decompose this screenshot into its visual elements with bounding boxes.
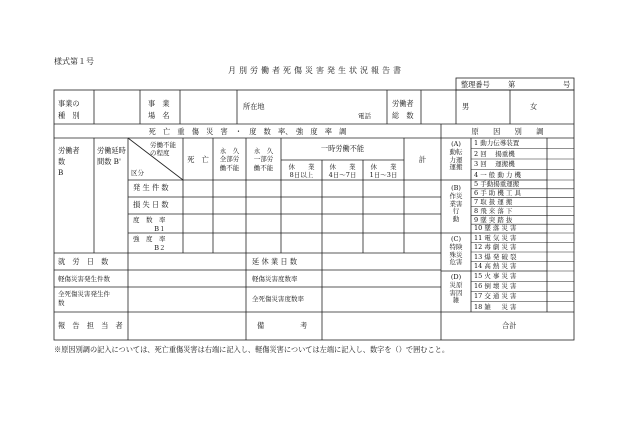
serial-suffix: 号 [563, 80, 571, 89]
total-lost-days-field[interactable] [323, 254, 440, 269]
worker-total-label: 労働者 総 数 [392, 99, 414, 120]
lost-days-row-label: 損 失 日 数 [133, 200, 169, 209]
serial-number-field[interactable] [522, 80, 560, 89]
right-section-title: 原 因 別 調 [471, 127, 544, 136]
cause-item: 9 墜 突 踏 抜 [474, 215, 513, 224]
male-count-field[interactable] [472, 91, 509, 123]
cause-count-field[interactable] [548, 253, 573, 261]
cause-count-field[interactable] [548, 150, 573, 159]
cause-item: 14 高 熱 災 害 [474, 262, 517, 270]
cause-count-field[interactable] [548, 190, 573, 197]
remarks-field[interactable] [323, 313, 440, 339]
business-type-field[interactable] [95, 91, 139, 123]
minor-count-field[interactable] [129, 271, 245, 286]
cause-count-field[interactable] [548, 282, 573, 290]
delay-hours-header: 労働延時 間数 B' [97, 146, 126, 166]
cause-count-field[interactable] [548, 208, 573, 215]
cause-item: 18 雑 災 害 [474, 302, 517, 311]
site-name-label: 事 業 場 名 [148, 99, 170, 120]
working-days-field[interactable] [129, 254, 245, 269]
total-header: 計 [418, 155, 427, 164]
stats-data-cells[interactable] [184, 181, 440, 252]
cause-count-field[interactable] [548, 272, 573, 280]
perm-full-header: 永 久 全部労 働不能 [219, 147, 240, 172]
cause-count-field[interactable] [548, 199, 573, 206]
all-frequency-label: 全死傷災害度数率 [252, 295, 304, 303]
cause-item: 1 動力伝導装置 [474, 139, 520, 147]
all-frequency-field[interactable] [323, 288, 440, 311]
male-label: 男 [462, 102, 470, 111]
minor-frequency-label: 軽傷災害度数率 [252, 275, 298, 283]
death-header: 死 亡 [187, 155, 209, 164]
phone-label: 電話 [358, 112, 371, 120]
location-label: 所在地 [243, 102, 265, 111]
business-type-label: 事業の 種 別 [58, 99, 80, 120]
cause-item: 17 交 通 災 害 [474, 292, 517, 301]
worker-count-header: 労働者 数 B [58, 146, 80, 177]
cause-group-b-label: (B) 作災 業害 行 動 [449, 184, 463, 224]
cause-count-field[interactable] [548, 139, 573, 148]
page-title: 月別労働者死傷災害発生状況報告書 [228, 66, 404, 75]
cause-item: 12 毒 劇 災 害 [474, 243, 517, 251]
cause-group-a-label: (A) 動転 力運 運搬 [449, 140, 463, 172]
minor-frequency-field[interactable] [323, 271, 440, 286]
cause-item: 10 墜 落 災 害 [474, 224, 517, 233]
left-section-title: 死 亡 重 傷 災 害 ・ 度 数 率、 強 度 率 調 [148, 127, 347, 136]
cause-item: 2 回 揚重機 [474, 149, 515, 158]
cause-item: 5 手動揚重運搬 [474, 180, 520, 189]
temp-header: 一時労働不能 [320, 144, 365, 153]
cause-group-d-label: (D) 災原 害因 雑 [449, 273, 463, 305]
cause-item: 11 電 気 災 害 [474, 233, 517, 242]
cause-count-field[interactable] [548, 181, 573, 188]
serial-label: 整理番号 [461, 80, 490, 89]
worker-count-field[interactable] [55, 181, 93, 252]
cause-item: 13 爆 発 破 裂 [474, 252, 517, 261]
occurrence-row-label: 発 生 件 数 [133, 183, 169, 192]
cause-group-c-label: (C) 特険 殊災 危害 [449, 235, 463, 267]
minor-count-label: 軽傷災害発生件数 [58, 275, 110, 283]
all-count-field[interactable] [129, 288, 245, 311]
disability-degree-header: 労働不能 の程度 [150, 141, 176, 158]
cause-item: 4 一 般 動 力 機 [474, 170, 521, 179]
temp-8-header: 休 業 8日以上 [288, 163, 315, 180]
cause-count-field[interactable] [548, 303, 573, 311]
severity-row-label: 強 度 率 B２ [133, 235, 166, 252]
cause-count-field[interactable] [548, 263, 573, 271]
cause-count-field[interactable] [548, 234, 573, 242]
serial-prefix: 第 [508, 80, 516, 89]
frequency-row-label: 度 数 率 B１ [133, 216, 166, 233]
cause-count-field[interactable] [548, 171, 573, 180]
cause-item: 16 倒 壊 災 害 [474, 282, 517, 291]
reporter-field[interactable] [129, 313, 245, 339]
cause-count-field[interactable] [548, 225, 573, 232]
remarks-label: 備 考 [257, 321, 308, 330]
cause-count-field[interactable] [548, 244, 573, 252]
cause-item: 7 取 扱 運 搬 [474, 197, 513, 206]
cause-item: 6 手 助 機 工 具 [474, 189, 521, 197]
female-count-field[interactable] [540, 91, 573, 123]
temp-4-7-header: 休 業 4日〜7日 [328, 163, 357, 180]
delay-hours-field[interactable] [95, 181, 127, 252]
cause-count-field[interactable] [548, 160, 573, 169]
location-field[interactable] [272, 91, 356, 123]
all-count-label: 全死傷災害発生件 数 [58, 290, 110, 307]
grand-total-field[interactable] [442, 313, 573, 339]
female-label: 女 [530, 102, 538, 111]
worker-total-field[interactable] [422, 91, 455, 123]
cause-item: 15 火 事 災 害 [474, 271, 517, 280]
working-days-label: 就 労 日 数 [58, 257, 109, 266]
perm-partial-header: 永 久 一部労 働不能 [253, 147, 274, 172]
reporter-label: 報 告 担 当 者 [58, 321, 123, 330]
cause-count-field[interactable] [548, 216, 573, 223]
form-number: 様式第１号 [54, 57, 94, 66]
cause-item: 3 回 運搬機 [474, 160, 515, 168]
cause-count-field[interactable] [548, 293, 573, 301]
cause-item: 8 飛 来 落 下 [474, 206, 513, 215]
temp-1-3-header: 休 業 1日〜3日 [369, 163, 398, 180]
footnote: ※原因別調の記入については、死亡重傷災害は右端に記入し、軽傷災害については左端に記入し、数字を（）で囲むこと。 [54, 345, 450, 354]
grand-total-label: 合計 [502, 321, 517, 330]
site-name-field[interactable] [181, 91, 236, 123]
total-lost-days-label: 延 休 業 日 数 [252, 257, 298, 266]
category-header: 区分 [131, 169, 144, 177]
